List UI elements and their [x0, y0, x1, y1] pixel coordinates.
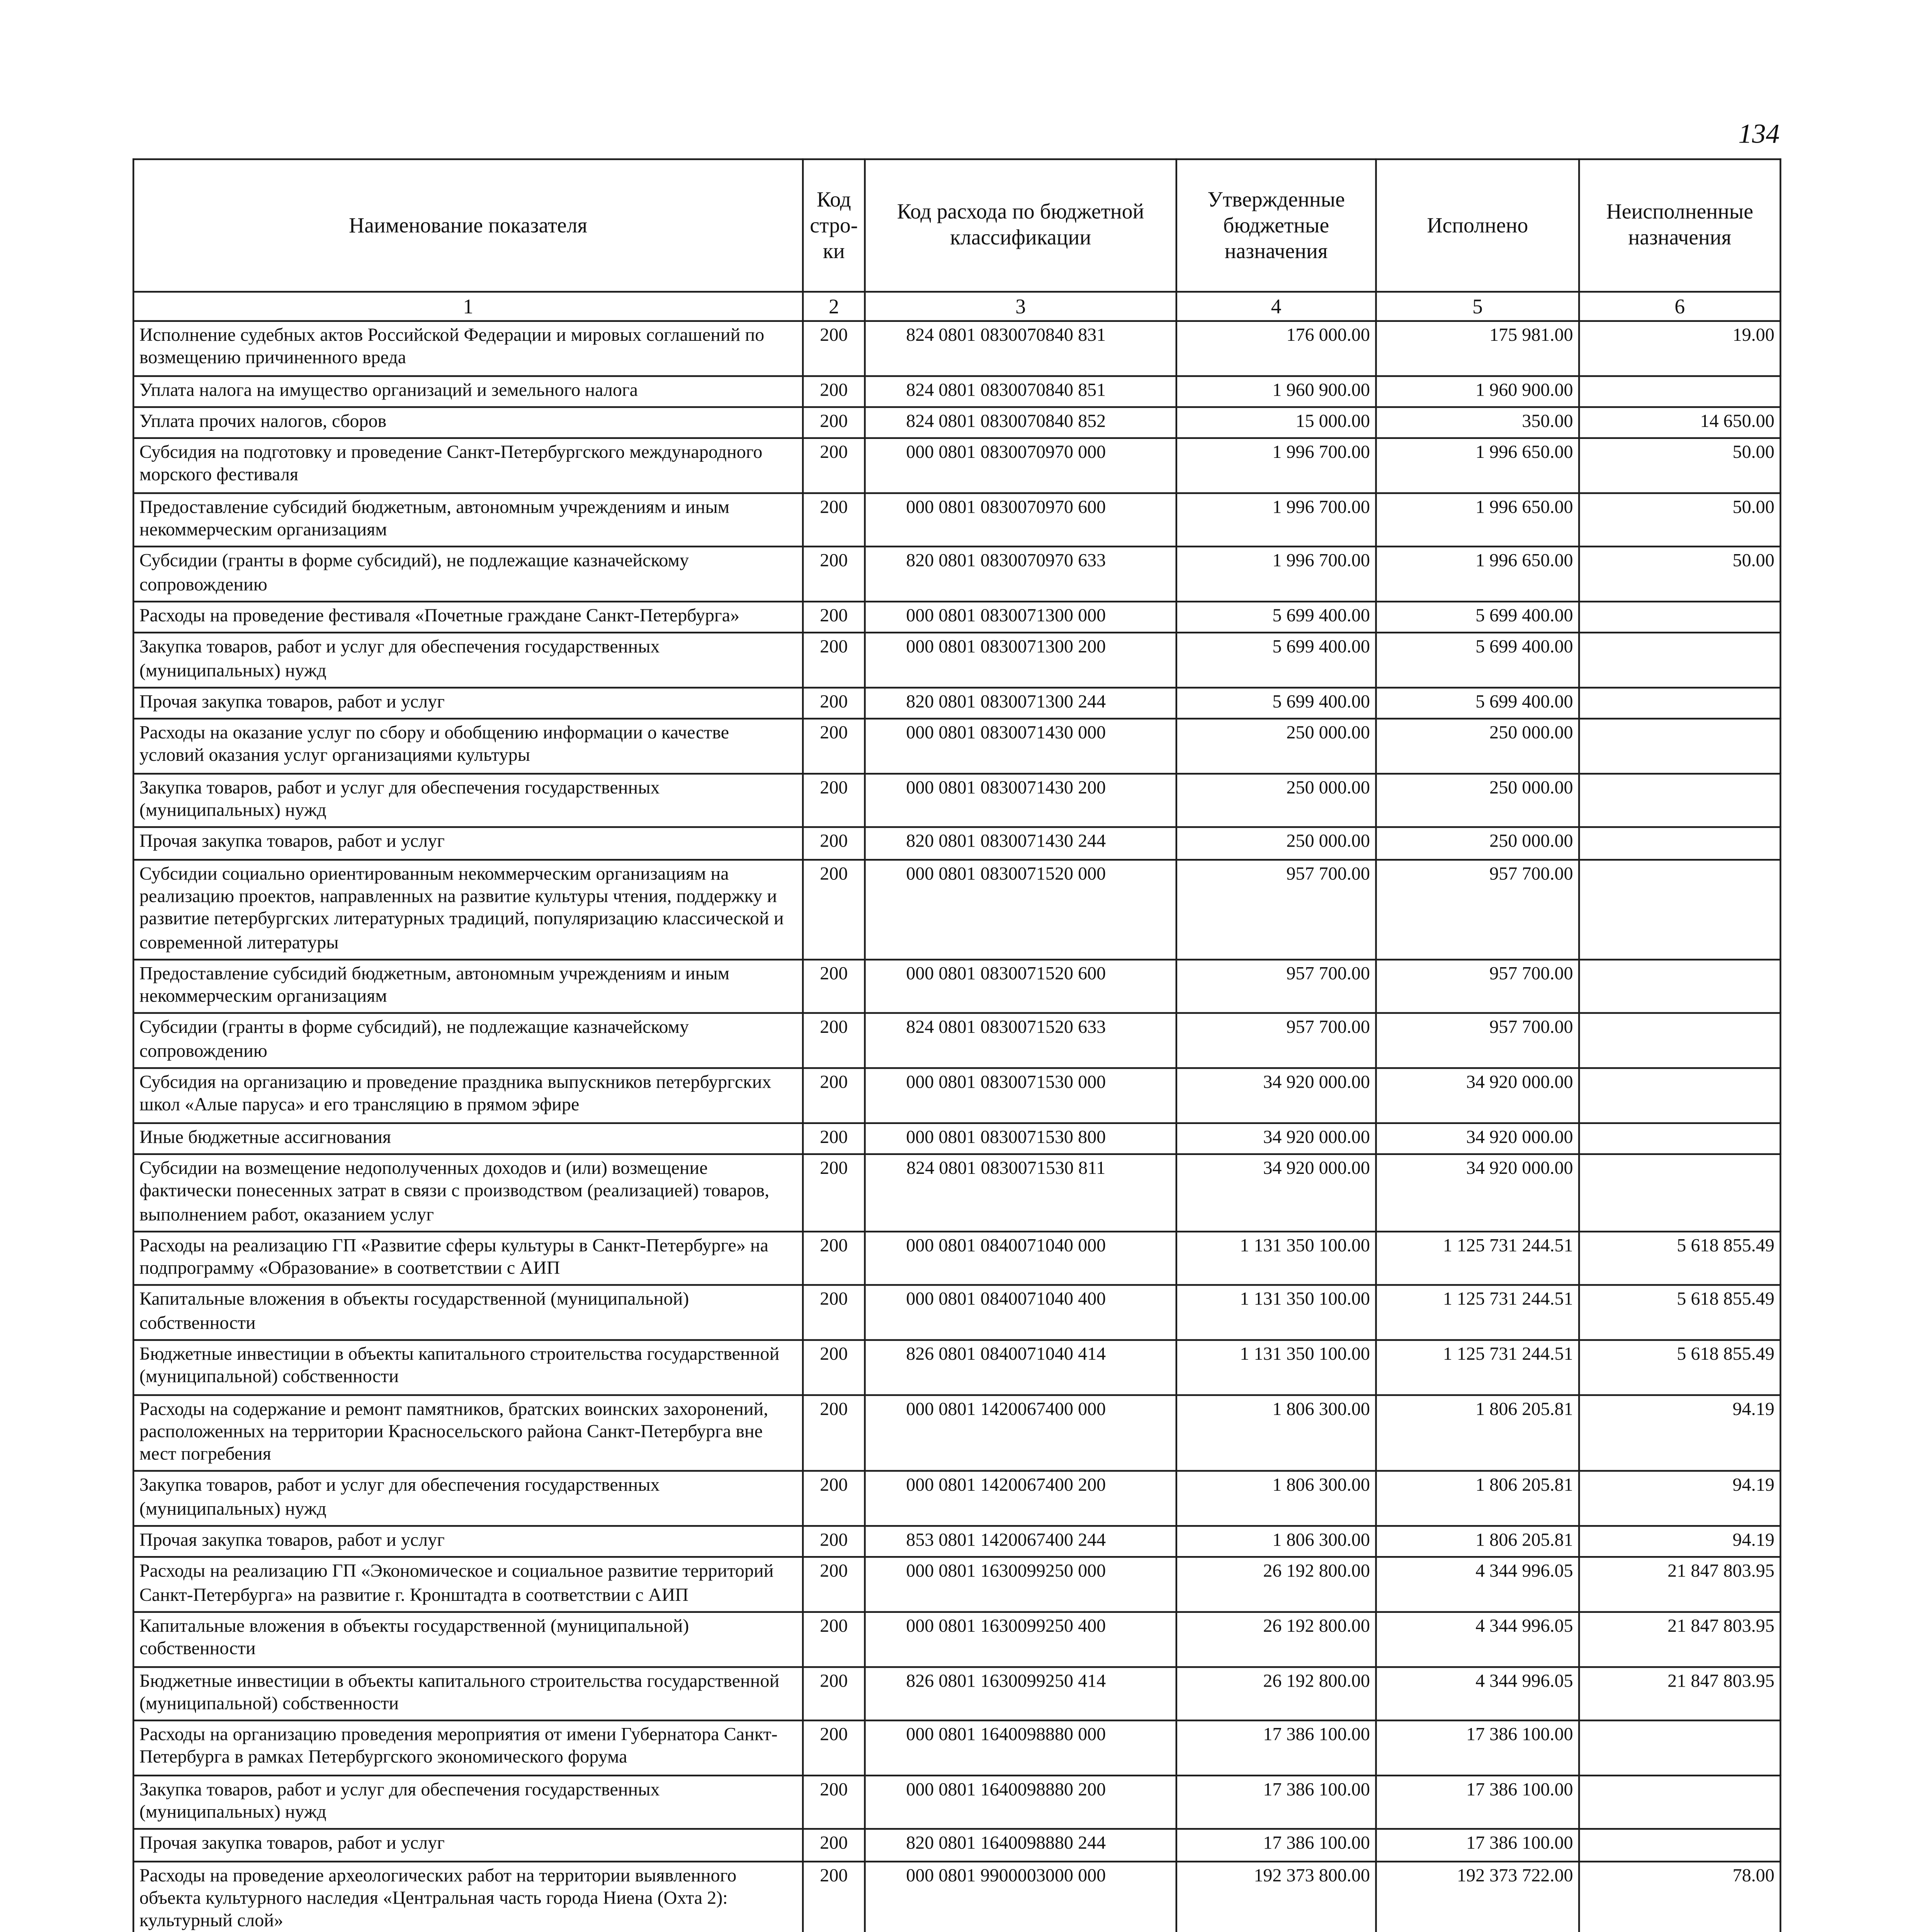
approved-amount-cell: 1 131 350 100.00 — [1176, 1231, 1376, 1286]
column-number: 1 — [133, 292, 803, 321]
budget-code-cell: 000 0801 0830070970 000 — [865, 439, 1176, 493]
row-code-cell: 200 — [803, 493, 865, 547]
row-code-cell: 200 — [803, 828, 865, 859]
executed-amount-cell: 250 000.00 — [1376, 773, 1579, 828]
row-code-cell: 200 — [803, 1830, 865, 1861]
row-code-cell: 200 — [803, 1666, 865, 1721]
unexecuted-amount-cell: 50.00 — [1579, 439, 1780, 493]
budget-code-cell: 820 0801 0830070970 633 — [865, 547, 1176, 602]
budget-code-cell: 820 0801 0830071430 244 — [865, 828, 1176, 859]
approved-amount-cell: 1 960 900.00 — [1176, 376, 1376, 407]
row-code-cell: 200 — [803, 1558, 865, 1612]
header-name: Наименование показателя — [133, 159, 803, 292]
indicator-name-cell: Исполнение судебных актов Российской Федерации и мировых соглашений по возмещению причиненного вреда — [133, 321, 803, 376]
row-code-cell: 200 — [803, 1286, 865, 1340]
table-row — [133, 407, 1780, 439]
row-code-cell: 200 — [803, 439, 865, 493]
table-row — [133, 1830, 1780, 1861]
approved-amount-cell: 1 996 700.00 — [1176, 547, 1376, 602]
unexecuted-amount-cell — [1579, 376, 1780, 407]
row-code-cell: 200 — [803, 719, 865, 774]
indicator-name-cell: Расходы на реализацию ГП «Развитие сферы культуры в Санкт-Петербурге» на подпрограмму «Образование» в соответствии с АИП — [133, 1231, 803, 1286]
executed-amount-cell: 5 699 400.00 — [1376, 633, 1579, 687]
unexecuted-amount-cell — [1579, 1721, 1780, 1775]
indicator-name-cell: Капитальные вложения в объекты государственной (муниципальной) собственности — [133, 1286, 803, 1340]
unexecuted-amount-cell: 5 618 855.49 — [1579, 1286, 1780, 1340]
approved-amount-cell: 192 373 800.00 — [1176, 1861, 1376, 1932]
indicator-name-cell: Уплата налога на имущество организаций и земельного налога — [133, 376, 803, 407]
executed-amount-cell: 34 920 000.00 — [1376, 1122, 1579, 1154]
budget-code-cell: 824 0801 0830070840 851 — [865, 376, 1176, 407]
indicator-name-cell: Прочая закупка товаров, работ и услуг — [133, 687, 803, 719]
budget-execution-table — [133, 158, 1781, 1932]
approved-amount-cell: 250 000.00 — [1176, 719, 1376, 774]
indicator-name-cell: Иные бюджетные ассигнования — [133, 1122, 803, 1154]
approved-amount-cell: 1 996 700.00 — [1176, 493, 1376, 547]
executed-amount-cell: 5 699 400.00 — [1376, 687, 1579, 719]
budget-code-cell: 000 0801 0830071300 200 — [865, 633, 1176, 687]
unexecuted-amount-cell — [1579, 602, 1780, 633]
executed-amount-cell: 957 700.00 — [1376, 1014, 1579, 1068]
budget-code-cell: 000 0801 1420067400 000 — [865, 1395, 1176, 1472]
row-code-cell: 200 — [803, 1231, 865, 1286]
approved-amount-cell: 5 699 400.00 — [1176, 602, 1376, 633]
table-header — [133, 159, 1780, 321]
executed-amount-cell: 250 000.00 — [1376, 828, 1579, 859]
table-row — [133, 1558, 1780, 1612]
unexecuted-amount-cell — [1579, 828, 1780, 859]
approved-amount-cell: 34 920 000.00 — [1176, 1068, 1376, 1122]
indicator-name-cell: Бюджетные инвестиции в объекты капитального строительства государственной (муниципальной) собственности — [133, 1666, 803, 1721]
table-row — [133, 321, 1780, 376]
executed-amount-cell: 1 125 731 244.51 — [1376, 1231, 1579, 1286]
column-number-row — [133, 292, 1780, 321]
table-row — [133, 1666, 1780, 1721]
table-row — [133, 376, 1780, 407]
column-number: 4 — [1176, 292, 1376, 321]
row-code-cell: 200 — [803, 321, 865, 376]
budget-code-cell: 000 0801 0840071040 400 — [865, 1286, 1176, 1340]
header-unexecuted: Неисполненные назначения — [1579, 159, 1780, 292]
indicator-name-cell: Прочая закупка товаров, работ и услуг — [133, 1830, 803, 1861]
indicator-name-cell: Закупка товаров, работ и услуг для обеспечения государственных (муниципальных) нужд — [133, 1472, 803, 1526]
executed-amount-cell: 350.00 — [1376, 407, 1579, 439]
approved-amount-cell: 957 700.00 — [1176, 959, 1376, 1014]
unexecuted-amount-cell: 5 618 855.49 — [1579, 1340, 1780, 1395]
budget-code-cell: 000 0801 0830071530 000 — [865, 1068, 1176, 1122]
row-code-cell: 200 — [803, 1721, 865, 1775]
row-code-cell: 200 — [803, 1612, 865, 1667]
row-code-cell: 200 — [803, 1340, 865, 1395]
unexecuted-amount-cell: 19.00 — [1579, 321, 1780, 376]
unexecuted-amount-cell — [1579, 859, 1780, 959]
executed-amount-cell: 1 996 650.00 — [1376, 439, 1579, 493]
row-code-cell: 200 — [803, 1775, 865, 1830]
table-row — [133, 1340, 1780, 1395]
row-code-cell: 200 — [803, 773, 865, 828]
header-budget-code: Код расхода по бюджетной классификации — [865, 159, 1176, 292]
indicator-name-cell: Прочая закупка товаров, работ и услуг — [133, 1526, 803, 1558]
row-code-cell: 200 — [803, 1068, 865, 1122]
table-row — [133, 1154, 1780, 1231]
budget-code-cell: 000 0801 9900003000 000 — [865, 1861, 1176, 1932]
table-row — [133, 773, 1780, 828]
row-code-cell: 200 — [803, 1526, 865, 1558]
unexecuted-amount-cell: 94.19 — [1579, 1472, 1780, 1526]
table-row — [133, 1472, 1780, 1526]
budget-code-cell: 000 0801 0830070970 600 — [865, 493, 1176, 547]
unexecuted-amount-cell — [1579, 1014, 1780, 1068]
approved-amount-cell: 26 192 800.00 — [1176, 1612, 1376, 1667]
unexecuted-amount-cell: 14 650.00 — [1579, 407, 1780, 439]
table-row — [133, 1014, 1780, 1068]
executed-amount-cell: 4 344 996.05 — [1376, 1558, 1579, 1612]
approved-amount-cell: 1 996 700.00 — [1176, 439, 1376, 493]
budget-code-cell: 824 0801 0830071520 633 — [865, 1014, 1176, 1068]
executed-amount-cell: 34 920 000.00 — [1376, 1068, 1579, 1122]
indicator-name-cell: Субсидии (гранты в форме субсидий), не подлежащие казначейскому сопровождению — [133, 1014, 803, 1068]
indicator-name-cell: Предоставление субсидий бюджетным, автономным учреждениям и иным некоммерческим организациям — [133, 493, 803, 547]
header-executed: Исполнено — [1376, 159, 1579, 292]
indicator-name-cell: Уплата прочих налогов, сборов — [133, 407, 803, 439]
unexecuted-amount-cell — [1579, 1154, 1780, 1231]
approved-amount-cell: 957 700.00 — [1176, 859, 1376, 959]
unexecuted-amount-cell — [1579, 687, 1780, 719]
indicator-name-cell: Закупка товаров, работ и услуг для обеспечения государственных (муниципальных) нужд — [133, 1775, 803, 1830]
executed-amount-cell: 34 920 000.00 — [1376, 1154, 1579, 1231]
row-code-cell: 200 — [803, 959, 865, 1014]
indicator-name-cell: Субсидии (гранты в форме субсидий), не подлежащие казначейскому сопровождению — [133, 547, 803, 602]
unexecuted-amount-cell: 21 847 803.95 — [1579, 1666, 1780, 1721]
table-row — [133, 859, 1780, 959]
approved-amount-cell: 1 806 300.00 — [1176, 1395, 1376, 1472]
budget-code-cell: 000 0801 1640098880 200 — [865, 1775, 1176, 1830]
table-row — [133, 1526, 1780, 1558]
budget-code-cell: 000 0801 1420067400 200 — [865, 1472, 1176, 1526]
approved-amount-cell: 34 920 000.00 — [1176, 1154, 1376, 1231]
executed-amount-cell: 1 996 650.00 — [1376, 493, 1579, 547]
indicator-name-cell: Расходы на содержание и ремонт памятников, братских воинских захоронений, расположенных на территории Красносельского района Санкт-Петербурга вне мест погребения — [133, 1395, 803, 1472]
approved-amount-cell: 26 192 800.00 — [1176, 1558, 1376, 1612]
budget-code-cell: 824 0801 0830070840 831 — [865, 321, 1176, 376]
executed-amount-cell: 1 125 731 244.51 — [1376, 1286, 1579, 1340]
unexecuted-amount-cell — [1579, 1830, 1780, 1861]
approved-amount-cell: 5 699 400.00 — [1176, 687, 1376, 719]
column-number: 3 — [865, 292, 1176, 321]
executed-amount-cell: 17 386 100.00 — [1376, 1830, 1579, 1861]
budget-code-cell: 853 0801 1420067400 244 — [865, 1526, 1176, 1558]
table-row — [133, 1395, 1780, 1472]
approved-amount-cell: 957 700.00 — [1176, 1014, 1376, 1068]
unexecuted-amount-cell: 94.19 — [1579, 1395, 1780, 1472]
table-row — [133, 493, 1780, 547]
approved-amount-cell: 26 192 800.00 — [1176, 1666, 1376, 1721]
row-code-cell: 200 — [803, 1472, 865, 1526]
row-code-cell: 200 — [803, 1122, 865, 1154]
approved-amount-cell: 250 000.00 — [1176, 828, 1376, 859]
approved-amount-cell: 17 386 100.00 — [1176, 1830, 1376, 1861]
row-code-cell: 200 — [803, 1014, 865, 1068]
indicator-name-cell: Субсидия на организацию и проведение праздника выпускников петербургских школ «Алые паруса» и его трансляцию в прямом эфире — [133, 1068, 803, 1122]
table-row — [133, 1286, 1780, 1340]
indicator-name-cell: Расходы на оказание услуг по сбору и обобщению информации о качестве условий оказания услуг организациями культуры — [133, 719, 803, 774]
executed-amount-cell: 17 386 100.00 — [1376, 1721, 1579, 1775]
header-row-code: Код стро- ки — [803, 159, 865, 292]
table-row — [133, 1612, 1780, 1667]
header-approved: Утвержденные бюджетные назначения — [1176, 159, 1376, 292]
approved-amount-cell: 1 806 300.00 — [1176, 1526, 1376, 1558]
unexecuted-amount-cell: 5 618 855.49 — [1579, 1231, 1780, 1286]
table-row — [133, 547, 1780, 602]
budget-code-cell: 820 0801 0830071300 244 — [865, 687, 1176, 719]
approved-amount-cell: 1 131 350 100.00 — [1176, 1286, 1376, 1340]
column-number: 6 — [1579, 292, 1780, 321]
executed-amount-cell: 4 344 996.05 — [1376, 1666, 1579, 1721]
row-code-cell: 200 — [803, 1861, 865, 1932]
executed-amount-cell: 17 386 100.00 — [1376, 1775, 1579, 1830]
unexecuted-amount-cell — [1579, 1122, 1780, 1154]
indicator-name-cell: Расходы на проведение археологических работ на территории выявленного объекта культурного наследия «Центральная часть города Ниена (Охта 2): культурный слой» — [133, 1861, 803, 1932]
unexecuted-amount-cell — [1579, 719, 1780, 774]
row-code-cell: 200 — [803, 1154, 865, 1231]
approved-amount-cell: 250 000.00 — [1176, 773, 1376, 828]
executed-amount-cell: 1 960 900.00 — [1376, 376, 1579, 407]
approved-amount-cell: 176 000.00 — [1176, 321, 1376, 376]
unexecuted-amount-cell — [1579, 1068, 1780, 1122]
budget-code-cell: 826 0801 1630099250 414 — [865, 1666, 1176, 1721]
executed-amount-cell: 1 806 205.81 — [1376, 1526, 1579, 1558]
budget-code-cell: 000 0801 0830071520 000 — [865, 859, 1176, 959]
indicator-name-cell: Предоставление субсидий бюджетным, автономным учреждениям и иным некоммерческим организациям — [133, 959, 803, 1014]
table-row — [133, 633, 1780, 687]
unexecuted-amount-cell — [1579, 773, 1780, 828]
approved-amount-cell: 17 386 100.00 — [1176, 1721, 1376, 1775]
unexecuted-amount-cell — [1579, 633, 1780, 687]
executed-amount-cell: 175 981.00 — [1376, 321, 1579, 376]
executed-amount-cell: 250 000.00 — [1376, 719, 1579, 774]
budget-code-cell: 000 0801 1630099250 000 — [865, 1558, 1176, 1612]
executed-amount-cell: 957 700.00 — [1376, 859, 1579, 959]
indicator-name-cell: Закупка товаров, работ и услуг для обеспечения государственных (муниципальных) нужд — [133, 773, 803, 828]
unexecuted-amount-cell: 94.19 — [1579, 1526, 1780, 1558]
table-row — [133, 1721, 1780, 1775]
row-code-cell: 200 — [803, 1395, 865, 1472]
budget-code-cell: 000 0801 0840071040 000 — [865, 1231, 1176, 1286]
unexecuted-amount-cell — [1579, 959, 1780, 1014]
approved-amount-cell: 17 386 100.00 — [1176, 1775, 1376, 1830]
budget-code-cell: 000 0801 1640098880 000 — [865, 1721, 1176, 1775]
budget-code-cell: 000 0801 0830071430 000 — [865, 719, 1176, 774]
budget-code-cell: 000 0801 0830071430 200 — [865, 773, 1176, 828]
executed-amount-cell: 1 125 731 244.51 — [1376, 1340, 1579, 1395]
unexecuted-amount-cell: 50.00 — [1579, 547, 1780, 602]
table-body — [133, 321, 1780, 1932]
indicator-name-cell: Субсидия на подготовку и проведение Санкт-Петербургского международного морского фестиваля — [133, 439, 803, 493]
budget-code-cell: 826 0801 0840071040 414 — [865, 1340, 1176, 1395]
header-row — [133, 159, 1780, 292]
approved-amount-cell: 34 920 000.00 — [1176, 1122, 1376, 1154]
row-code-cell: 200 — [803, 602, 865, 633]
table-row — [133, 602, 1780, 633]
executed-amount-cell: 1 806 205.81 — [1376, 1395, 1579, 1472]
budget-code-cell: 000 0801 0830071530 800 — [865, 1122, 1176, 1154]
row-code-cell: 200 — [803, 859, 865, 959]
budget-code-cell: 000 0801 0830071300 000 — [865, 602, 1176, 633]
executed-amount-cell: 1 996 650.00 — [1376, 547, 1579, 602]
column-number: 2 — [803, 292, 865, 321]
row-code-cell: 200 — [803, 376, 865, 407]
column-number: 5 — [1376, 292, 1579, 321]
budget-code-cell: 000 0801 0830071520 600 — [865, 959, 1176, 1014]
row-code-cell: 200 — [803, 547, 865, 602]
unexecuted-amount-cell — [1579, 1775, 1780, 1830]
budget-code-cell: 000 0801 1630099250 400 — [865, 1612, 1176, 1667]
approved-amount-cell: 1 806 300.00 — [1176, 1472, 1376, 1526]
approved-amount-cell: 5 699 400.00 — [1176, 633, 1376, 687]
table-row — [133, 1775, 1780, 1830]
approved-amount-cell: 15 000.00 — [1176, 407, 1376, 439]
table-row — [133, 1231, 1780, 1286]
table-row — [133, 1068, 1780, 1122]
indicator-name-cell: Субсидии социально ориентированным некоммерческим организациям на реализацию проектов, направленных на развитие культуры чтения, поддержку и развитие петербургских литературных традиций, популяризацию классической и современной литературы — [133, 859, 803, 959]
table-row — [133, 719, 1780, 774]
indicator-name-cell: Субсидии на возмещение недополученных доходов и (или) возмещение фактически понесенных затрат в связи с производством (реализацией) товаров, выполнением работ, оказанием услуг — [133, 1154, 803, 1231]
unexecuted-amount-cell: 78.00 — [1579, 1861, 1780, 1932]
indicator-name-cell: Расходы на организацию проведения мероприятия от имени Губернатора Санкт-Петербурга в рамках Петербургского экономического форума — [133, 1721, 803, 1775]
indicator-name-cell: Капитальные вложения в объекты государственной (муниципальной) собственности — [133, 1612, 803, 1667]
page-number: 134 — [1738, 120, 1780, 150]
indicator-name-cell: Бюджетные инвестиции в объекты капитального строительства государственной (муниципальной) собственности — [133, 1340, 803, 1395]
indicator-name-cell: Расходы на проведение фестиваля «Почетные граждане Санкт-Петербурга» — [133, 602, 803, 633]
approved-amount-cell: 1 131 350 100.00 — [1176, 1340, 1376, 1395]
row-code-cell: 200 — [803, 407, 865, 439]
table-row — [133, 1861, 1780, 1932]
executed-amount-cell: 5 699 400.00 — [1376, 602, 1579, 633]
executed-amount-cell: 1 806 205.81 — [1376, 1472, 1579, 1526]
table-row — [133, 959, 1780, 1014]
row-code-cell: 200 — [803, 687, 865, 719]
budget-code-cell: 824 0801 0830071530 811 — [865, 1154, 1176, 1231]
indicator-name-cell: Прочая закупка товаров, работ и услуг — [133, 828, 803, 859]
executed-amount-cell: 192 373 722.00 — [1376, 1861, 1579, 1932]
executed-amount-cell: 957 700.00 — [1376, 959, 1579, 1014]
table-row — [133, 1122, 1780, 1154]
table-row — [133, 439, 1780, 493]
budget-code-cell: 824 0801 0830070840 852 — [865, 407, 1176, 439]
row-code-cell: 200 — [803, 633, 865, 687]
unexecuted-amount-cell: 50.00 — [1579, 493, 1780, 547]
budget-code-cell: 820 0801 1640098880 244 — [865, 1830, 1176, 1861]
table-row — [133, 828, 1780, 859]
unexecuted-amount-cell: 21 847 803.95 — [1579, 1612, 1780, 1667]
table-row — [133, 687, 1780, 719]
unexecuted-amount-cell: 21 847 803.95 — [1579, 1558, 1780, 1612]
executed-amount-cell: 4 344 996.05 — [1376, 1612, 1579, 1667]
indicator-name-cell: Закупка товаров, работ и услуг для обеспечения государственных (муниципальных) нужд — [133, 633, 803, 687]
indicator-name-cell: Расходы на реализацию ГП «Экономическое и социальное развитие территорий Санкт-Петербурга» на развитие г. Кронштадта в соответствии с АИП — [133, 1558, 803, 1612]
